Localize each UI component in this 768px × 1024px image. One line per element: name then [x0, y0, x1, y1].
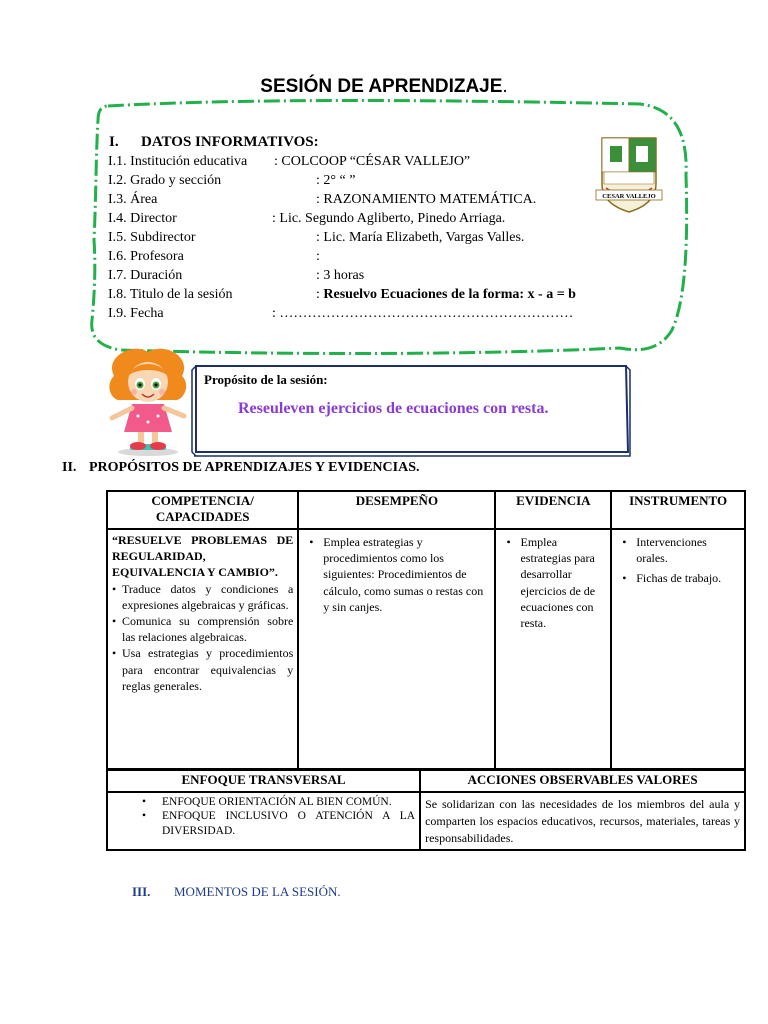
school-crest-logo [594, 128, 664, 214]
info-label: I.2. Grado y sección [108, 173, 222, 188]
info-value: : Lic. Segundo Agliberto, Pinedo Arriaga. [272, 211, 506, 226]
purposes-table-header-row [107, 491, 745, 529]
info-label: I.5. Subdirector [108, 230, 196, 245]
enfoques-cell [107, 792, 420, 850]
enfoque-table-header-row [107, 770, 745, 792]
enfoque-item [108, 809, 419, 838]
crest-text: CESAR VALLEJO [602, 193, 656, 200]
evidencia-item [500, 532, 606, 633]
instrumento-item [616, 568, 740, 588]
capacidad-text: Usa estrategias y procedimientos para encontrar equivalencias y reglas generales. [122, 646, 294, 693]
acciones-cell [420, 792, 745, 850]
purposes-table-row [107, 529, 745, 769]
evidencia-cell [495, 529, 611, 769]
enfoque-text: ENFOQUE INCLUSIVO O ATENCIÓN A LA DIVERSIDAD. [162, 810, 416, 837]
capacidad-item [112, 581, 293, 613]
info-label: I.7. Duración [108, 268, 183, 283]
purposes-table [106, 490, 746, 770]
instrumento-text: Fichas de trabajo. [636, 571, 722, 586]
info-value: : RAZONAMIENTO MATEMÁTICA. [316, 192, 537, 207]
bullet-icon: • [622, 571, 627, 586]
info-value: : 3 horas [316, 268, 365, 283]
page-title-dot: . [502, 76, 508, 97]
info-value-prefix: : [316, 287, 324, 302]
desempeno-text: Emplea estrategias y procedimientos como los siguientes: Procedimientos de cálculo, como sumas o restas con y sin canjes. [323, 535, 484, 614]
column-header: DESEMPEÑO [298, 491, 495, 529]
info-label: I.4. Director [108, 211, 177, 226]
page-title [0, 76, 768, 98]
bullet-icon: • [622, 535, 627, 549]
desempeno-item [303, 532, 490, 617]
info-label: I.8. Titulo de la sesión [108, 287, 233, 302]
evidencia-text: Emplea estrategias para desarrollar ejercicios de de ecuaciones con resta. [520, 535, 596, 630]
instrumento-cell [611, 529, 745, 769]
section2-heading [62, 460, 420, 476]
enfoque-item [108, 795, 419, 809]
purpose-text: Reseuleven ejercicios de ecuaciones con resta. [238, 400, 549, 417]
info-value [316, 287, 576, 303]
info-value: : [316, 249, 320, 264]
bullet-icon: • [142, 796, 147, 808]
bullet-icon: • [142, 810, 147, 823]
acciones-text: Se solidarizan con las necesidades de los miembros del aula y comparten los espacios educativos, recursos, materiales, tareas y responsabilidades. [425, 797, 740, 845]
column-header: INSTRUMENTO [611, 491, 745, 529]
competencia-title: “RESUELVE PROBLEMAS DE REGULARIDAD, EQUIVALENCIA Y CAMBIO”. [112, 533, 294, 580]
section1-heading [109, 134, 319, 151]
capacidad-item [112, 645, 293, 694]
bullet-icon: • [112, 613, 117, 628]
enfoque-text: ENFOQUE ORIENTACIÓN AL BIEN COMÚN. [162, 796, 392, 808]
capacidad-item [112, 613, 293, 645]
purpose-label: Propósito de la sesión: [204, 372, 328, 387]
capacidad-text: Traduce datos y condiciones a expresiones algebraicas y gráficas. [122, 581, 294, 612]
info-label: I.6. Profesora [108, 249, 184, 264]
enfoque-table [106, 769, 746, 851]
bullet-icon: • [112, 581, 117, 596]
section3-number: III. [132, 884, 151, 899]
capacidad-text: Comunica su comprensión sobre las relaciones algebraicas. [122, 613, 294, 645]
section2-number: II. [62, 460, 77, 475]
section3-heading [132, 884, 341, 900]
instrumento-text: Intervenciones orales. [636, 535, 707, 566]
enfoque-table-row [107, 792, 745, 850]
desempeno-cell [298, 529, 495, 769]
instrumento-item [616, 532, 740, 568]
column-header: COMPETENCIA/ CAPACIDADES [107, 491, 298, 529]
info-label: I.3. Área [108, 192, 158, 207]
section1-number: I. [109, 134, 119, 150]
info-value: : 2° “ ” [316, 173, 356, 188]
acciones-header: ACCIONES OBSERVABLES VALORES [420, 770, 745, 792]
enfoque-header: ENFOQUE TRANSVERSAL [107, 770, 420, 792]
info-label: I.9. Fecha [108, 306, 164, 321]
bullet-icon: • [506, 535, 511, 549]
info-value: : Lic. María Elizabeth, Vargas Valles. [316, 230, 525, 245]
section3-heading-text: MOMENTOS DE LA SESIÓN. [174, 884, 341, 899]
page-title-text: SESIÓN DE APRENDIZAJE [260, 76, 503, 97]
cartoon-girl-illustration [104, 346, 192, 458]
session-title: Resuelvo Ecuaciones de la forma: x - a = b [323, 287, 576, 302]
column-header: EVIDENCIA [495, 491, 611, 529]
section1-heading-text: DATOS INFORMATIVOS: [141, 134, 319, 150]
bullet-icon: • [309, 535, 314, 549]
info-value: : COLCOOP “CÉSAR VALLEJO” [274, 154, 471, 169]
info-label: I.1. Institución educativa [108, 154, 248, 169]
bullet-icon: • [112, 646, 117, 661]
competencia-cell [107, 529, 298, 769]
info-value: : ……………………………………………………… [272, 306, 574, 321]
section2-heading-text: PROPÓSITOS DE APRENDIZAJES Y EVIDENCIAS. [89, 460, 420, 475]
